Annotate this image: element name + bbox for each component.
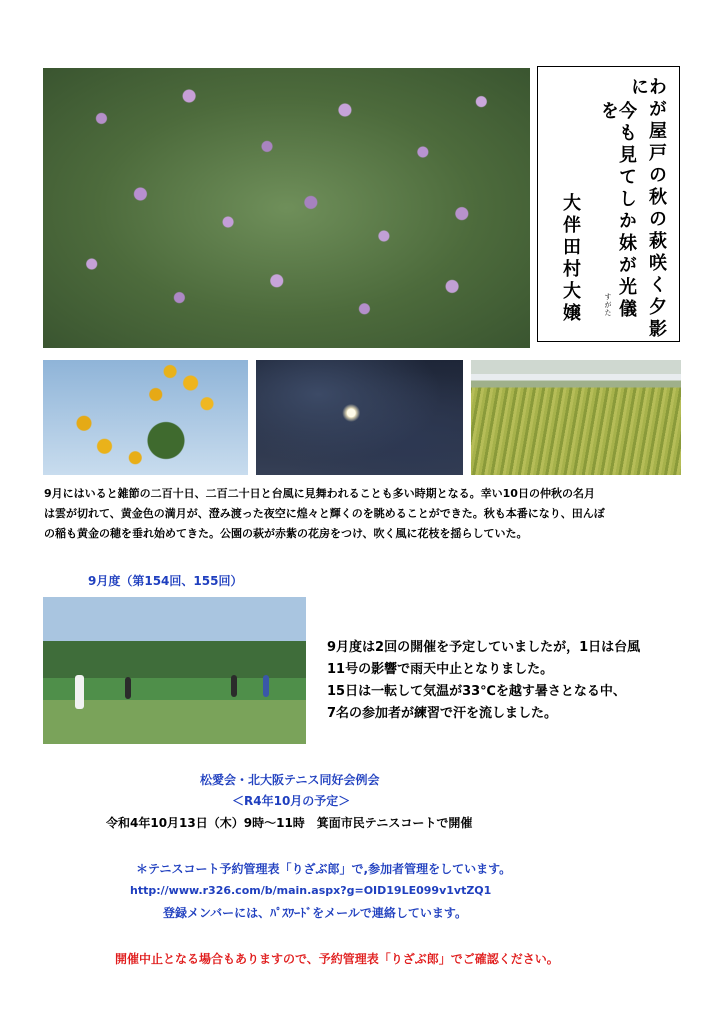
poem-line-1: わが屋戸の秋の萩咲く夕影に <box>628 77 667 341</box>
september-heading: 9月度（第154回、155回） <box>88 574 243 588</box>
password-note: 登録メンバーには、ﾊﾟｽﾜｰﾄﾞをメールで連絡しています。 <box>163 906 467 920</box>
september-report <box>327 637 640 725</box>
report-line: 15日は一転して気温が33℃を越す暑さとなる中、 <box>327 684 626 699</box>
poem-line-2: 今も見てしか妹が光儀を <box>598 101 637 321</box>
description-line: 9月にはいると雑節の二百十日、二百二十日と台風に見舞われることも多い時期となる。幸い10日の仲秋の名月 <box>44 487 595 500</box>
sunflower-photo <box>43 360 248 475</box>
seasonal-description <box>44 484 605 544</box>
reservation-url-link[interactable]: http://www.r326.com/b/main.aspx?g=OID19LE099v1vtZQ1 <box>130 884 492 897</box>
cancellation-warning: 開催中止となる場合もありますので、予約管理表「りざぶ郎」でご確認ください。 <box>115 952 559 966</box>
reservation-note: ＊テニスコート予約管理表「りざぶ郎」で,参加者管理をしています。 <box>136 862 512 876</box>
bush-clover-photo <box>43 68 530 348</box>
tennis-court-photo <box>43 597 306 744</box>
report-line: 11号の影響で雨天中止となりました。 <box>327 662 554 677</box>
plan-title: ＜R4年10月の予定＞ <box>232 794 351 808</box>
full-moon-photo <box>256 360 463 475</box>
rice-field-photo <box>471 360 681 475</box>
poem-ruby: すがた <box>604 293 612 317</box>
poem-box <box>537 66 680 342</box>
description-line: の稲も黄金の穂を垂れ始めてきた。公園の萩が赤紫の花房をつけ、吹く風に花枝を揺らしていた。 <box>44 527 528 540</box>
report-line: 7名の参加者が練習で汗を流しました。 <box>327 706 558 721</box>
org-name: 松愛会・北大阪テニス同好会例会 <box>200 773 380 787</box>
description-line: は雲が切れて、黄金色の満月が、澄み渡った夜空に煌々と輝くのを眺めることができた。秋も本番になり、田んぼ <box>44 507 605 520</box>
poem-author: 大伴田村大嬢 <box>560 193 581 325</box>
schedule-line: 令和4年10月13日（木）9時～11時 箕面市民テニスコートで開催 <box>106 816 473 830</box>
report-line: 9月度は2回の開催を予定していましたが，1日は台風 <box>327 640 641 655</box>
